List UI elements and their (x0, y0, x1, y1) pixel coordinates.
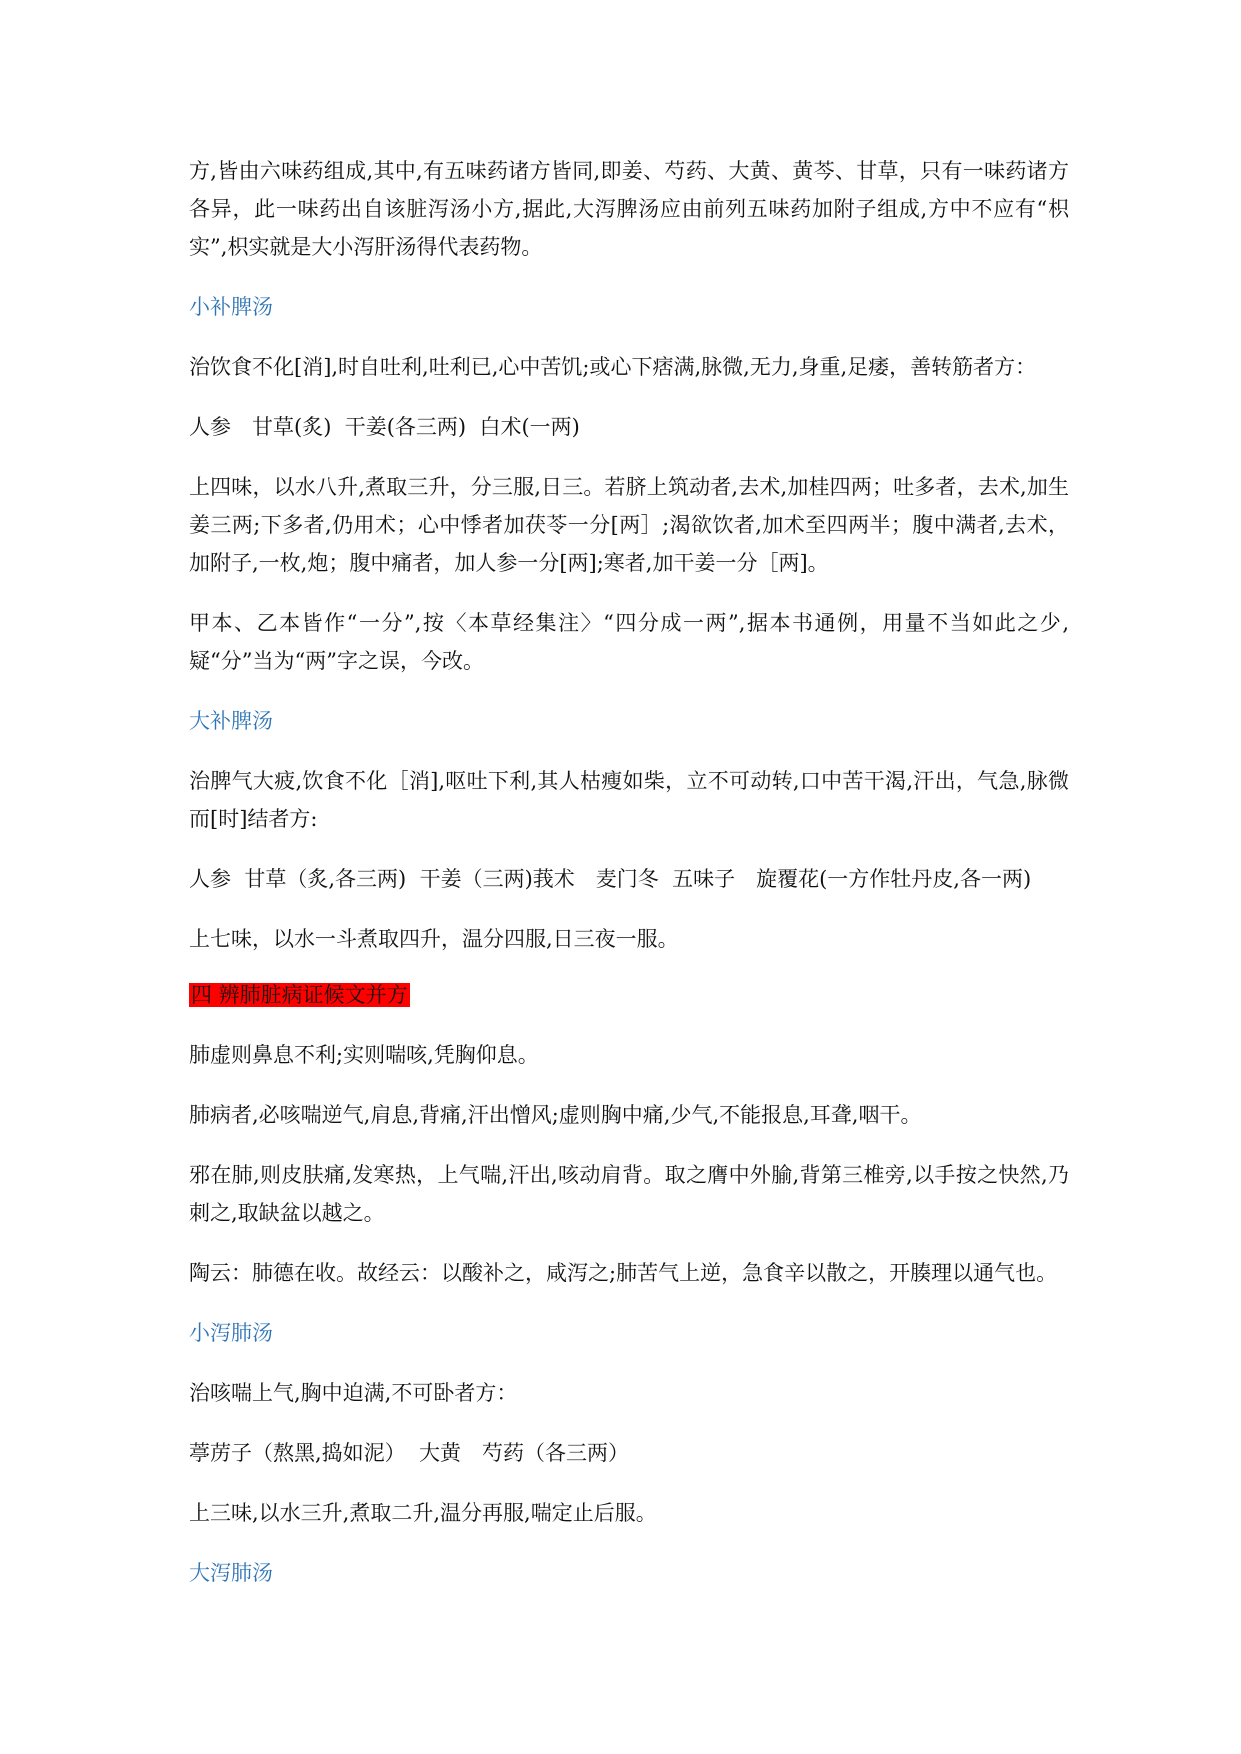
heading-xiao-bu-pi-tang: 小补脾汤 (189, 295, 273, 319)
paragraph-preparation: 上七味，以水一斗煮取四升，温分四服,日三夜一服。 (189, 927, 679, 951)
heading-xiao-xie-fei-tang: 小泻肺汤 (189, 1321, 273, 1345)
herb-list: 人参 甘草(炙) 干姜(各三两) 白术(一两) (189, 415, 580, 439)
paragraph-text: 陶云：肺德在收。故经云：以酸补之，咸泻之;肺苦气上逆，急食辛以散之，开腠理以通气也。 (189, 1261, 1058, 1285)
paragraph-indication: 治饮食不化[消],时自吐利,吐利已,心中苦饥;或心下痞满,脉微,无力,身重,足痿，善转筋者方： (189, 355, 1037, 379)
herb-list: 人参 甘草（炙,各三两) 干姜（三两)莪术 麦门冬 五味子 旋覆花(一方作牡丹皮,各一两) (189, 867, 1032, 891)
paragraph-note: 甲本、乙本皆作“一分”,按〈本草经集注〉“四分成一两”,据本书通例，用量不当如此之少,疑“分”当为“两”字之误，今改。 (189, 611, 1069, 673)
section-heading-highlighted (189, 980, 1069, 1010)
heading-da-xie-fei-tang: 大泻肺汤 (189, 1561, 273, 1585)
herb-list: 葶苈子（熬黑,捣如泥） 大黄 芍药（各三两） (189, 1441, 630, 1465)
paragraph-indication: 治咳喘上气,胸中迫满,不可卧者方： (189, 1381, 518, 1405)
section-heading-text: 四 辨肺脏病证候文并方 (191, 983, 408, 1007)
paragraph-indication: 治脾气大疲,饮食不化［消],呕吐下利,其人枯瘦如柴，立不可动转,口中苦干渴,汗出，气急,脉微而[时]结者方: (189, 769, 1069, 831)
paragraph-text: 肺病者,必咳喘逆气,肩息,背痛,汗出憎风;虚则胸中痛,少气,不能报息,耳聋,咽干。 (189, 1103, 922, 1127)
paragraph-text: 肺虚则鼻息不利;实则喘咳,凭胸仰息。 (189, 1043, 539, 1067)
paragraph-preparation: 上三味,以水三升,煮取二升,温分再服,喘定止后服。 (189, 1501, 657, 1525)
paragraph-text: 邪在肺,则皮肤痛,发寒热，上气喘,汗出,咳动肩背。取之膺中外腧,背第三椎旁,以手按之快然,乃刺之,取缺盆以越之。 (189, 1163, 1069, 1225)
paragraph-preparation: 上四味，以水八升,煮取三升，分三服,日三。若脐上筑动者,去术,加桂四两；吐多者，去术,加生姜三两;下多者,仍用术；心中悸者加茯苓一分[两］;渴欲饮者,加术至四两半；腹中满者,去术，加附子,一枚,炮；腹中痛者，加人参一分[两];寒者,加干姜一分［两]。 (189, 475, 1069, 575)
paragraph-intro: 方,皆由六味药组成,其中,有五味药诸方皆同,即姜、芍药、大黄、黄芩、甘草，只有一味药诸方各异，此一味药出自该脏泻汤小方,据此,大泻脾汤应由前列五味药加附子组成,方中不应有“枳实”,枳实就是大小泻肝汤得代表药物。 (189, 159, 1069, 259)
heading-da-bu-pi-tang: 大补脾汤 (189, 709, 273, 733)
document-page (189, 152, 1069, 1614)
